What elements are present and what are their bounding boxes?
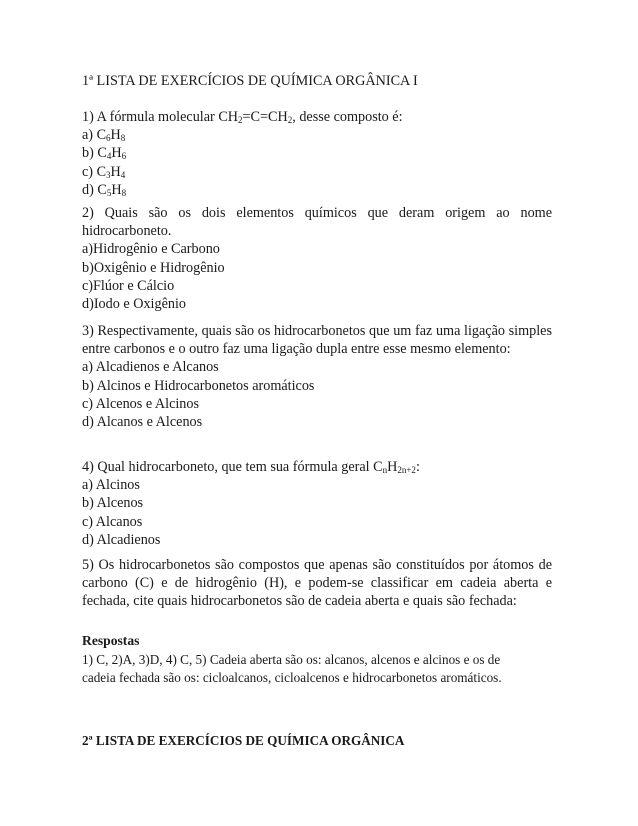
question-4-option-a: a) Alcinos	[82, 477, 140, 494]
question-4-text: 4) Qual hidrocarboneto, que tem sua fórmula geral $C_nH_{2n+2}$:	[82, 459, 420, 475]
question-2	[82, 204, 552, 313]
question-3-option-d: d) Alcanos e Alcenos	[82, 414, 203, 431]
question-1-option-c: c) $C_3H_4$	[82, 163, 126, 180]
question-3-option-c: c) Alcenos e Alcinos	[82, 395, 200, 412]
question-3-option-b: b) Alcinos e Hidrocarbonetos aromáticos	[82, 377, 315, 394]
question-2-option-a: a)Hidrogênio e Carbono	[82, 241, 220, 258]
question-2-option-b: b)Oxigênio e Hidrogênio	[82, 259, 225, 276]
question-4-option-c: c) Alcanos	[82, 513, 143, 530]
question-2-option-d: d)Iodo e Oxigênio	[82, 296, 187, 313]
question-1-option-b: b) $C_4H_6$	[82, 145, 127, 162]
question-1-text: 1) A fórmula molecular $CH_2=C=CH_2$, desse composto é:	[82, 109, 403, 125]
answers-line-2: cadeia fechada são os: cicloalcanos, cicloalcenos e hidrocarbonetos aromáticos.	[82, 670, 502, 686]
question-1-option-a: a) $C_6H_8$	[82, 127, 126, 144]
question-3	[82, 322, 552, 431]
list-title-1: 1ª LISTA DE EXERCÍCIOS DE QUÍMICA ORGÂNICA I	[82, 73, 418, 89]
question-3-text: 3) Respectivamente, quais são os hidrocarbonetos que um faz uma ligação simples entre carbonos e o outro faz uma ligação dupla entre esse mesmo elemento:	[82, 323, 552, 358]
question-2-text: 2) Quais são os dois elementos químicos que deram origem ao nome hidrocarboneto.	[82, 205, 552, 240]
answers-block	[82, 651, 552, 687]
question-1	[82, 108, 552, 199]
question-4	[82, 458, 552, 549]
answers-heading: Respostas	[82, 633, 140, 648]
question-5-text: 5) Os hidrocarbonetos são compostos que apenas são constituídos por átomos de carbono (C) e de hidrogênio (H), e podem-se classificar em cadeia aberta e fechada, cite quais hidrocarbonetos são de cadeia aberta e quais são fechada:	[82, 557, 552, 610]
question-2-option-c: c)Flúor e Cálcio	[82, 277, 175, 294]
question-3-option-a: a) Alcadienos e Alcanos	[82, 359, 219, 376]
question-1-option-d: d) $C_5H_8$	[82, 181, 127, 198]
question-4-option-d: d) Alcadienos	[82, 531, 161, 548]
question-4-option-b: b) Alcenos	[82, 495, 144, 512]
list-title-2: 2ª LISTA DE EXERCÍCIOS DE QUÍMICA ORGÂNICA	[82, 733, 405, 748]
answers-line-1: 1) C, 2)A, 3)D, 4) C, 5) Cadeia aberta são os: alcanos, alcenos e alcinos e os de	[82, 652, 501, 667]
